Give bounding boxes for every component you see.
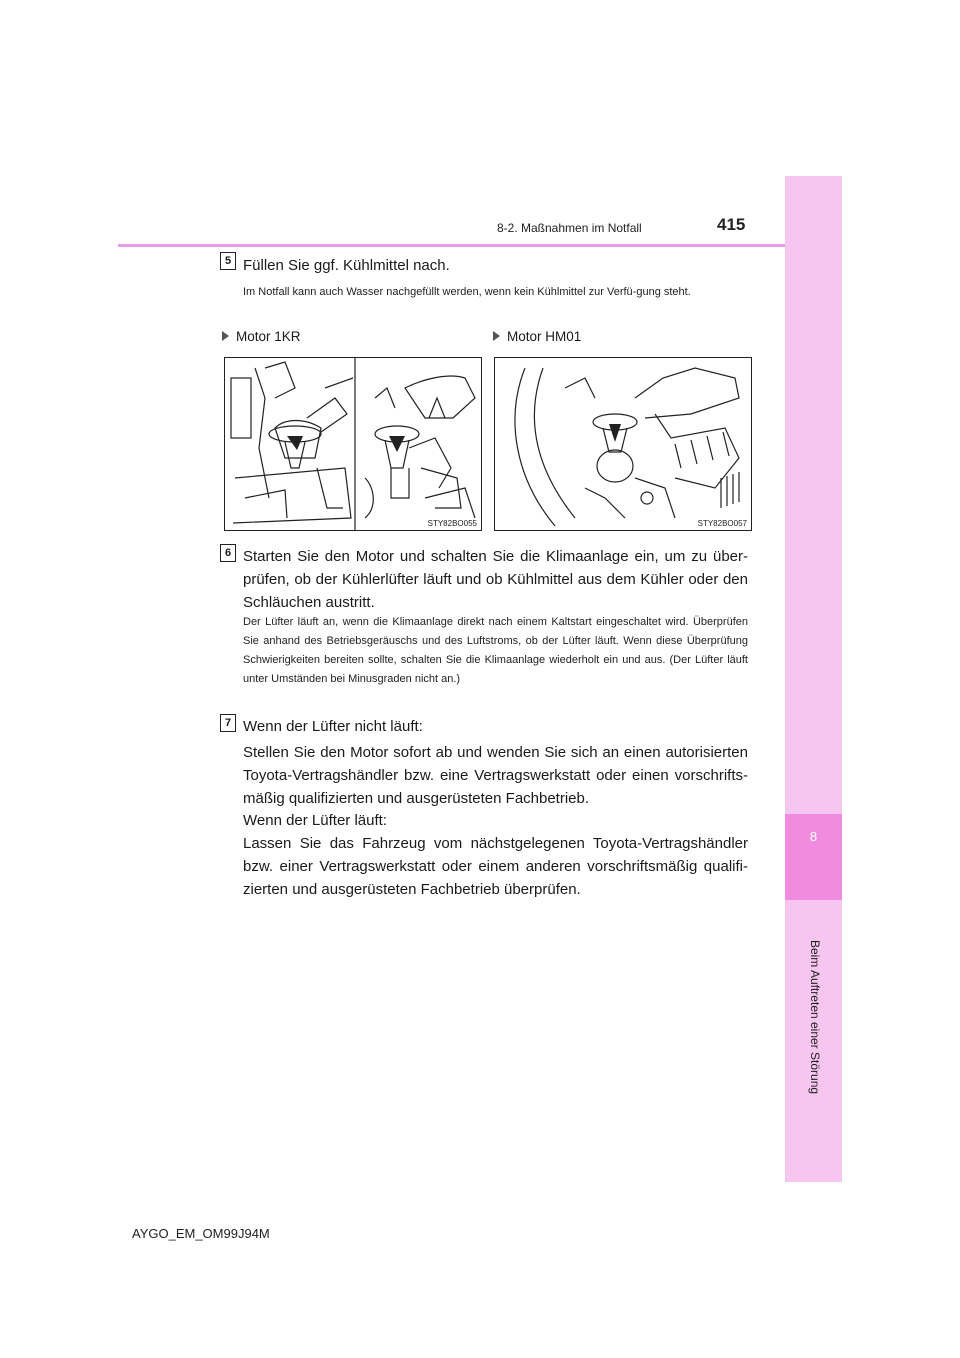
step-number-badge: 6 — [220, 544, 236, 562]
step-6-note: Der Lüfter läuft an, wenn die Klimaanlage direkt nach einem Kaltstart eingeschaltet wird. Überprüfen Sie anhand des Betriebsgeräuschs und des Luftstroms, ob der Lüfter läuft. Wenn diese Überprüfung Schwierigkeiten bereiten sollte, schalten Sie die Klimaanlage wiederholt ein und aus. (Der Lüfter läuft unter Umständen bei Minusgraden nicht an.) — [243, 616, 748, 685]
step-5-text: Füllen Sie ggf. Kühlmittel nach. — [243, 257, 450, 274]
step-7-paragraph-1: Stellen Sie den Motor sofort ab und wenden Sie sich an einen autorisierten Toyota-Vertragshändler bzw. eine Vertragswerkstatt oder einen vorschrifts-mäßig qualifizierten und ausgerüsteten Fachbetrieb. — [243, 744, 748, 807]
step-7-paragraph-2-title: Wenn der Lüfter läuft: — [243, 812, 387, 829]
step-7-paragraph-2: Lassen Sie das Fahrzeug vom nächstgelegenen Toyota-Vertragshändler bzw. einer Vertragswerkstatt oder einem anderen vorschriftsmäßig qualifi-zierten und ausgerüsteten Fachbetrieb überprüfen. — [243, 835, 748, 898]
engine-hm01-drawing — [495, 358, 751, 530]
page-number: 415 — [717, 215, 746, 234]
chapter-title: Beim Auftreten einer Störung — [808, 939, 822, 1095]
step-number-badge: 5 — [220, 252, 236, 270]
chapter-number: 8 — [809, 829, 818, 844]
triangle-bullet-icon — [493, 331, 500, 341]
chapter-tab[interactable] — [785, 814, 842, 900]
step-number-badge: 7 — [220, 714, 236, 732]
triangle-bullet-icon — [222, 331, 229, 341]
step-5-note: Im Notfall kann auch Wasser nachgefüllt werden, wenn kein Kühlmittel zur Verfü-gung steht. — [243, 286, 691, 298]
figure-label-1kr: Motor 1KR — [222, 329, 301, 344]
header-rule — [118, 244, 785, 247]
figure-code-1kr: STY82BO055 — [427, 519, 477, 528]
figure-code-hm01: STY82BO057 — [697, 519, 747, 528]
figure-label-hm01: Motor HM01 — [493, 329, 581, 344]
document-id: AYGO_EM_OM99J94M — [132, 1226, 270, 1241]
step-7-text: Wenn der Lüfter nicht läuft: — [243, 718, 423, 735]
step-6-text: Starten Sie den Motor und schalten Sie die Klimaanlage ein, um zu über-prüfen, ob der Kühlerlüfter läuft und ob Kühlmittel aus dem Kühler oder den Schläuchen austritt. — [243, 548, 748, 611]
engine-illustration-1kr — [224, 357, 482, 531]
engine-illustration-hm01 — [494, 357, 752, 531]
section-title: 8-2. Maßnahmen im Notfall — [497, 221, 642, 235]
engine-1kr-drawing — [225, 358, 481, 530]
